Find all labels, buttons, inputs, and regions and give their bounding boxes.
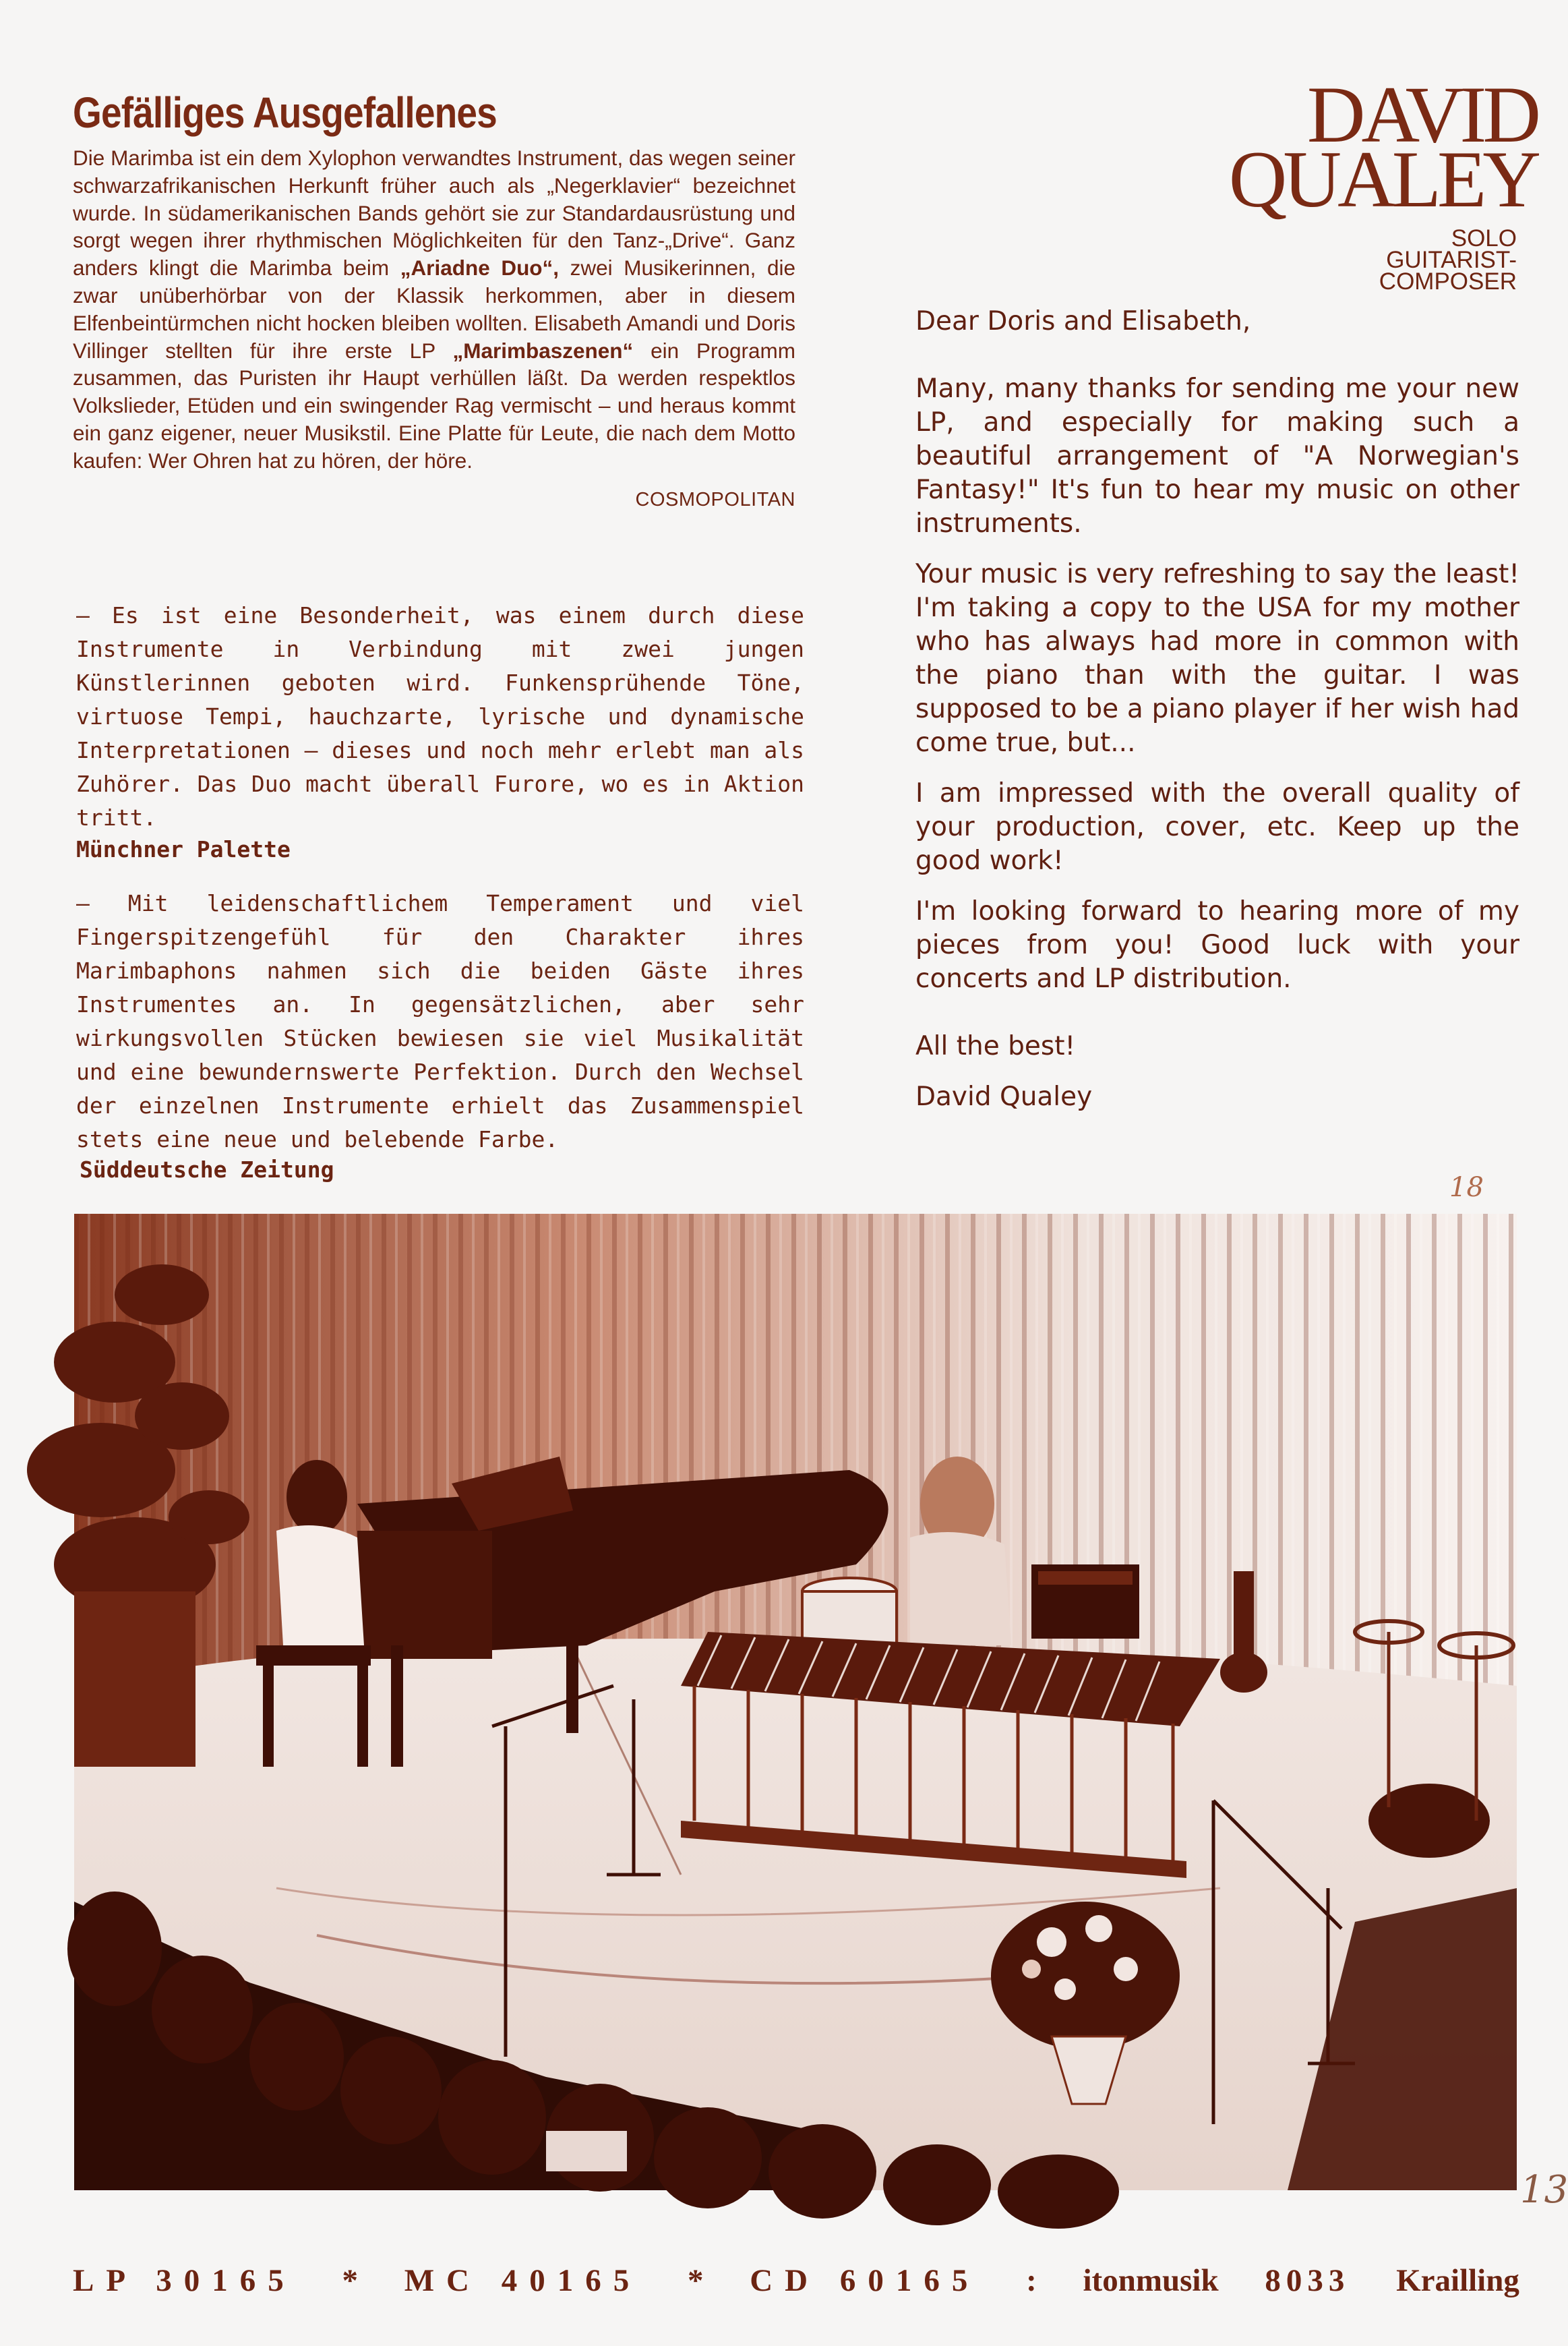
review-source-2: Süddeutsche Zeitung: [80, 1156, 334, 1183]
letterhead-name-last: QUALEY: [1228, 134, 1537, 224]
letter-closing: All the best!: [915, 1031, 1076, 1061]
letterhead-name-first: DAVID: [1306, 69, 1537, 159]
letterhead-role-1: SOLO: [1451, 225, 1517, 252]
article-bold-lp: „Marimbaszenen“: [452, 338, 634, 363]
handwritten-corner-number: 13: [1520, 2168, 1568, 2212]
concert-photo-illustration: [74, 1214, 1517, 2190]
catalog-separator: *: [342, 2263, 358, 2298]
letterhead-role: [1281, 225, 1517, 295]
article-text-part-1: Die Marimba ist ein dem Xylophon verwandtes Instrument, das wegen seiner schwarzafrikanischen Herkunft früher auch als „Negerklavier“ bezeichnet wurde. In südamerikanischen Bands gehört sie zur Standardausrüstung und sorgt wegen ihrer rhythmischen Möglichkeiten für den Tanz-„Drive“. Ganz anders klingt die Marimba beim: [73, 146, 795, 281]
catalog-footer: [73, 2262, 1519, 2299]
letterhead-name: [1200, 69, 1537, 224]
article-source: COSMOPOLITAN: [635, 489, 795, 510]
catalog-separator: *: [687, 2263, 704, 2298]
letter-paragraph: Many, many thanks for sending me your new LP, and especially for making such a beautiful arrangement of "A Norwegian's Fantasy!" It's fun to hear my music on other instruments.: [915, 374, 1519, 539]
letter-paragraph: I'm looking forward to hearing more of my pieces from you! Good luck with your concerts and LP distribution.: [915, 896, 1519, 994]
review-source-1: Münchner Palette: [76, 836, 291, 862]
catalog-colon: :: [1026, 2263, 1037, 2298]
handwritten-page-number: 18: [1449, 1172, 1484, 1203]
label-city: Krailling: [1396, 2263, 1519, 2298]
concert-photo: [74, 1214, 1517, 2190]
article-bold-duo: „Ariadne Duo“,: [400, 256, 560, 281]
letter: [915, 305, 1519, 1114]
catalog-mc: MC 40165: [404, 2263, 642, 2298]
catalog-lp: LP 30165: [73, 2263, 296, 2298]
article-body: [73, 144, 795, 475]
letter-paragraph: Your music is very refreshing to say the least! I'm taking a copy to the USA for my mother who has always had more in common with the piano than with the guitar. I was supposed to be a piano player if her wish had come true, but...: [915, 559, 1519, 758]
review-text-1: – Es ist eine Besonderheit, was einem durch diese Instrumente in Verbindung mit zwei jungen Künstlerinnen geboten wird. Funkensprühende Töne, virtuose Tempi, hauchzarte, lyrische und dynamische Interpretationen – dieses und noch mehr erlebt man als Zuhörer. Das Duo macht überall Furore, wo es in Aktion tritt.: [76, 602, 804, 831]
letterhead-role-2: GUITARIST-: [1386, 247, 1517, 273]
letter-greeting: Dear Doris and Elisabeth,: [915, 306, 1251, 336]
article-headline: Gefälliges Ausgefallenes: [73, 88, 497, 137]
catalog-cd: CD 60165: [750, 2263, 980, 2298]
article-text-part-3: ein Programm zusammen, das Puristen ihr Haupt verhüllen läßt. Da werden respektlos Volkslieder, Etüden und ein swingender Rag vermischt – und heraus kommt ein ganz eigener, neuer Musikstil. Eine Platte für Leute, die nach dem Motto kaufen: Wer Ohren hat zu hören, der höre.: [73, 338, 795, 473]
article-text-part-2: zwei Musikerinnen, die zwar unüberhörbar von der Klassik herkommen, aber in diesem Elfenbeintürmchen nicht hocken bleiben wollten. Elisabeth Amandi und Doris Villinger stellten für ihre erste LP: [73, 256, 796, 363]
review-text-2: – Mit leidenschaftlichem Temperament und viel Fingerspitzengefühl für den Charakter ihres Marimbaphons nahmen sich die beiden Gäste ihres Instrumentes an. In gegensätzlichen, aber sehr wirkungsvollen Stücken bewiesen sie viel Musikalität und eine bewundernswerte Perfektion. Durch den Wechsel der einzelnen Instrumente erhielt das Zusammenspiel stets eine neue und belebende Farbe.: [76, 890, 804, 1152]
letter-signature: David Qualey: [915, 1082, 1093, 1112]
letterhead-role-3: COMPOSER: [1379, 268, 1517, 295]
letter-paragraph: I am impressed with the overall quality of your production, cover, etc. Keep up the good work!: [915, 778, 1519, 876]
label-postcode: 8033: [1265, 2263, 1350, 2298]
record-label: itonmusik: [1083, 2263, 1219, 2298]
